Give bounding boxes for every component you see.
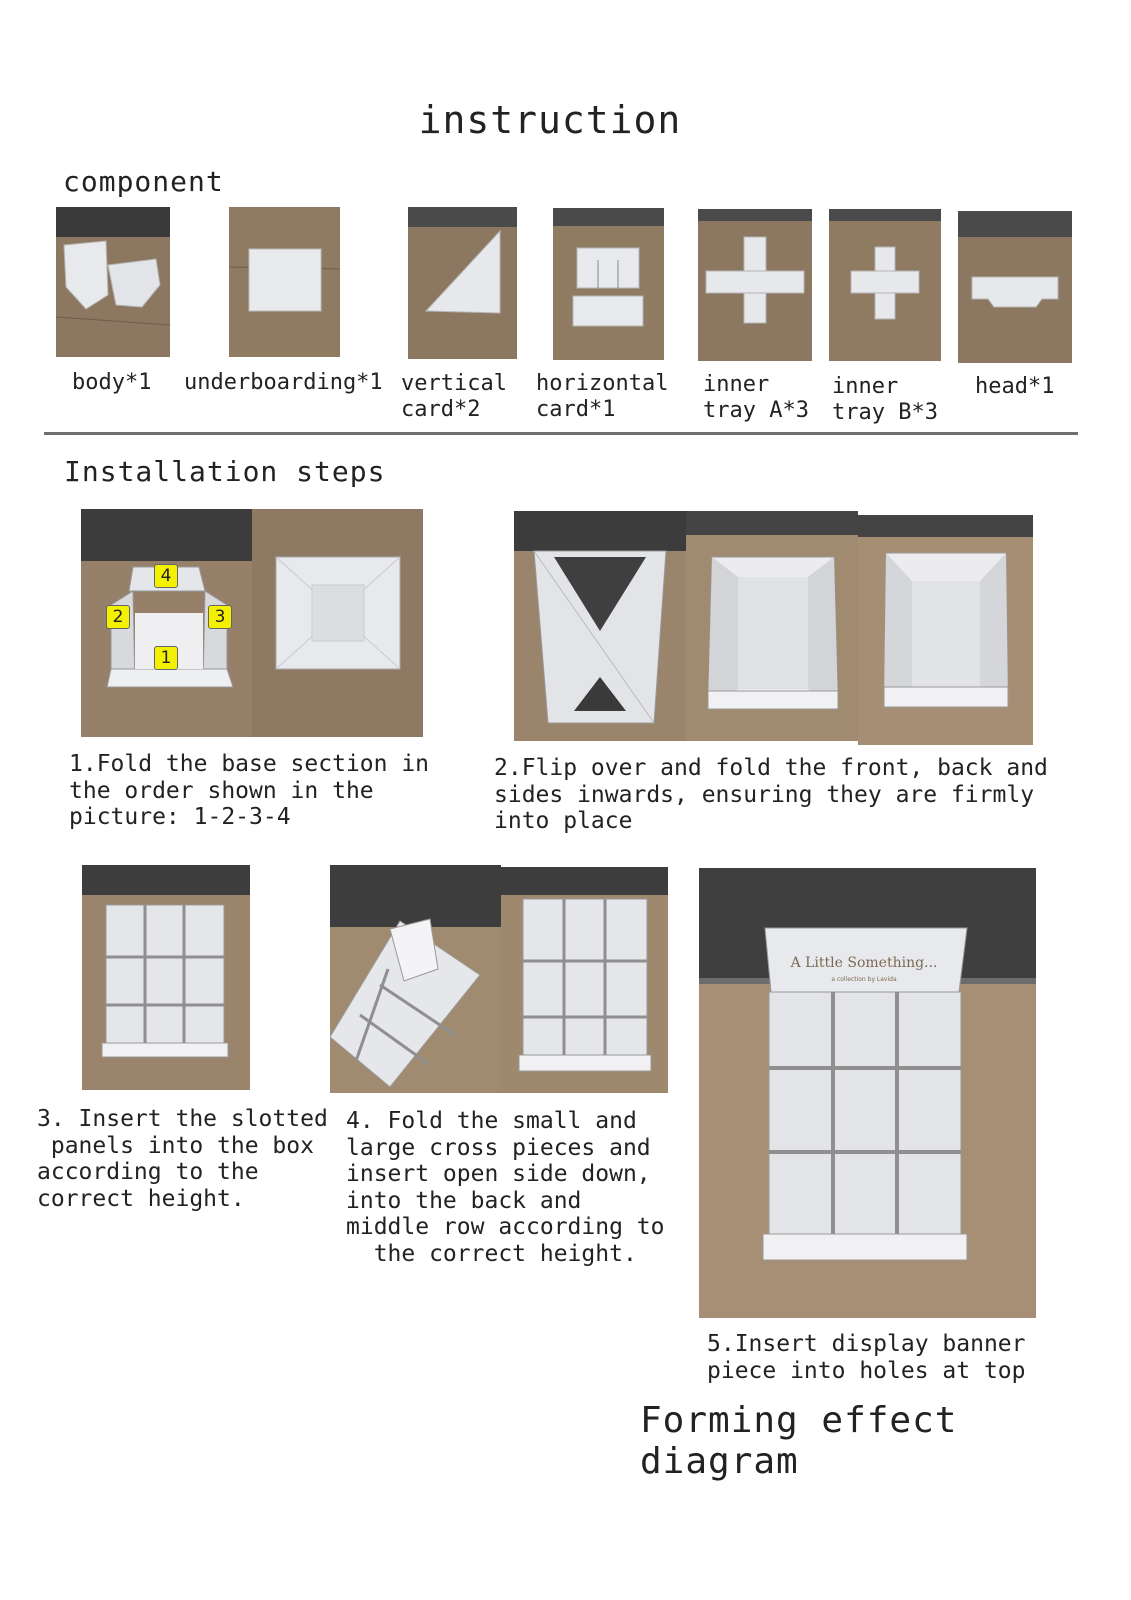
fold-marker-4: 4 [154,564,178,588]
step2-photo-flip [514,511,686,741]
step2-photo-folded-box [858,515,1033,745]
component-photo-inner-tray-b [829,209,941,361]
forming-effect-label: Forming effect diagram [640,1400,958,1482]
component-label-inner-tray-b: inner tray B*3 [832,374,938,425]
banner-brand-subtext: a collection by Lavida [831,976,897,983]
step4-photo-inserted-trays [501,867,668,1093]
component-label-inner-tray-a: inner tray A*3 [703,372,809,423]
component-label-body: body*1 [72,370,152,395]
component-photo-horizontal-card [553,208,664,360]
divider-rule [44,432,1078,435]
step1-caption: 1.Fold the base section in the order shown in the picture: 1-2-3-4 [69,751,430,830]
component-photo-underboarding [229,207,340,357]
component-photo-vertical-card [408,207,517,359]
step5-photo-display-banner [699,868,1036,1318]
step2-photo-folding [686,511,858,741]
installation-heading: Installation steps [64,455,386,488]
step3-caption: 3. Insert the slotted panels into the box according to the correct height. [37,1106,328,1212]
component-photo-head [958,211,1072,363]
step4-photo-cross-pieces [330,865,501,1093]
step3-photo-slotted-panels [82,865,250,1090]
component-photo-body [56,207,170,357]
step5-caption: 5.Insert display banner piece into holes at top [707,1331,1026,1384]
fold-marker-1: 1 [154,646,178,670]
component-label-underboarding: underboarding*1 [184,370,383,395]
page-title: instruction [418,98,682,142]
component-label-head: head*1 [975,374,1055,399]
component-heading: component [63,165,224,198]
step2-caption: 2.Flip over and fold the front, back and sides inwards, ensuring they are firmly into place [494,755,1048,834]
component-label-horizontal-card: horizontal card*1 [536,371,669,422]
fold-marker-3: 3 [208,605,232,629]
step1-photo-folded-base [252,509,423,737]
banner-brand-text: A Little Something... [790,955,938,971]
component-label-vertical-card: vertical card*2 [401,371,507,422]
step4-caption: 4. Fold the small and large cross pieces and insert open side down, into the back and middle row according to the correct height. [346,1108,665,1267]
fold-marker-2: 2 [106,605,130,629]
component-photo-inner-tray-a [698,209,812,361]
